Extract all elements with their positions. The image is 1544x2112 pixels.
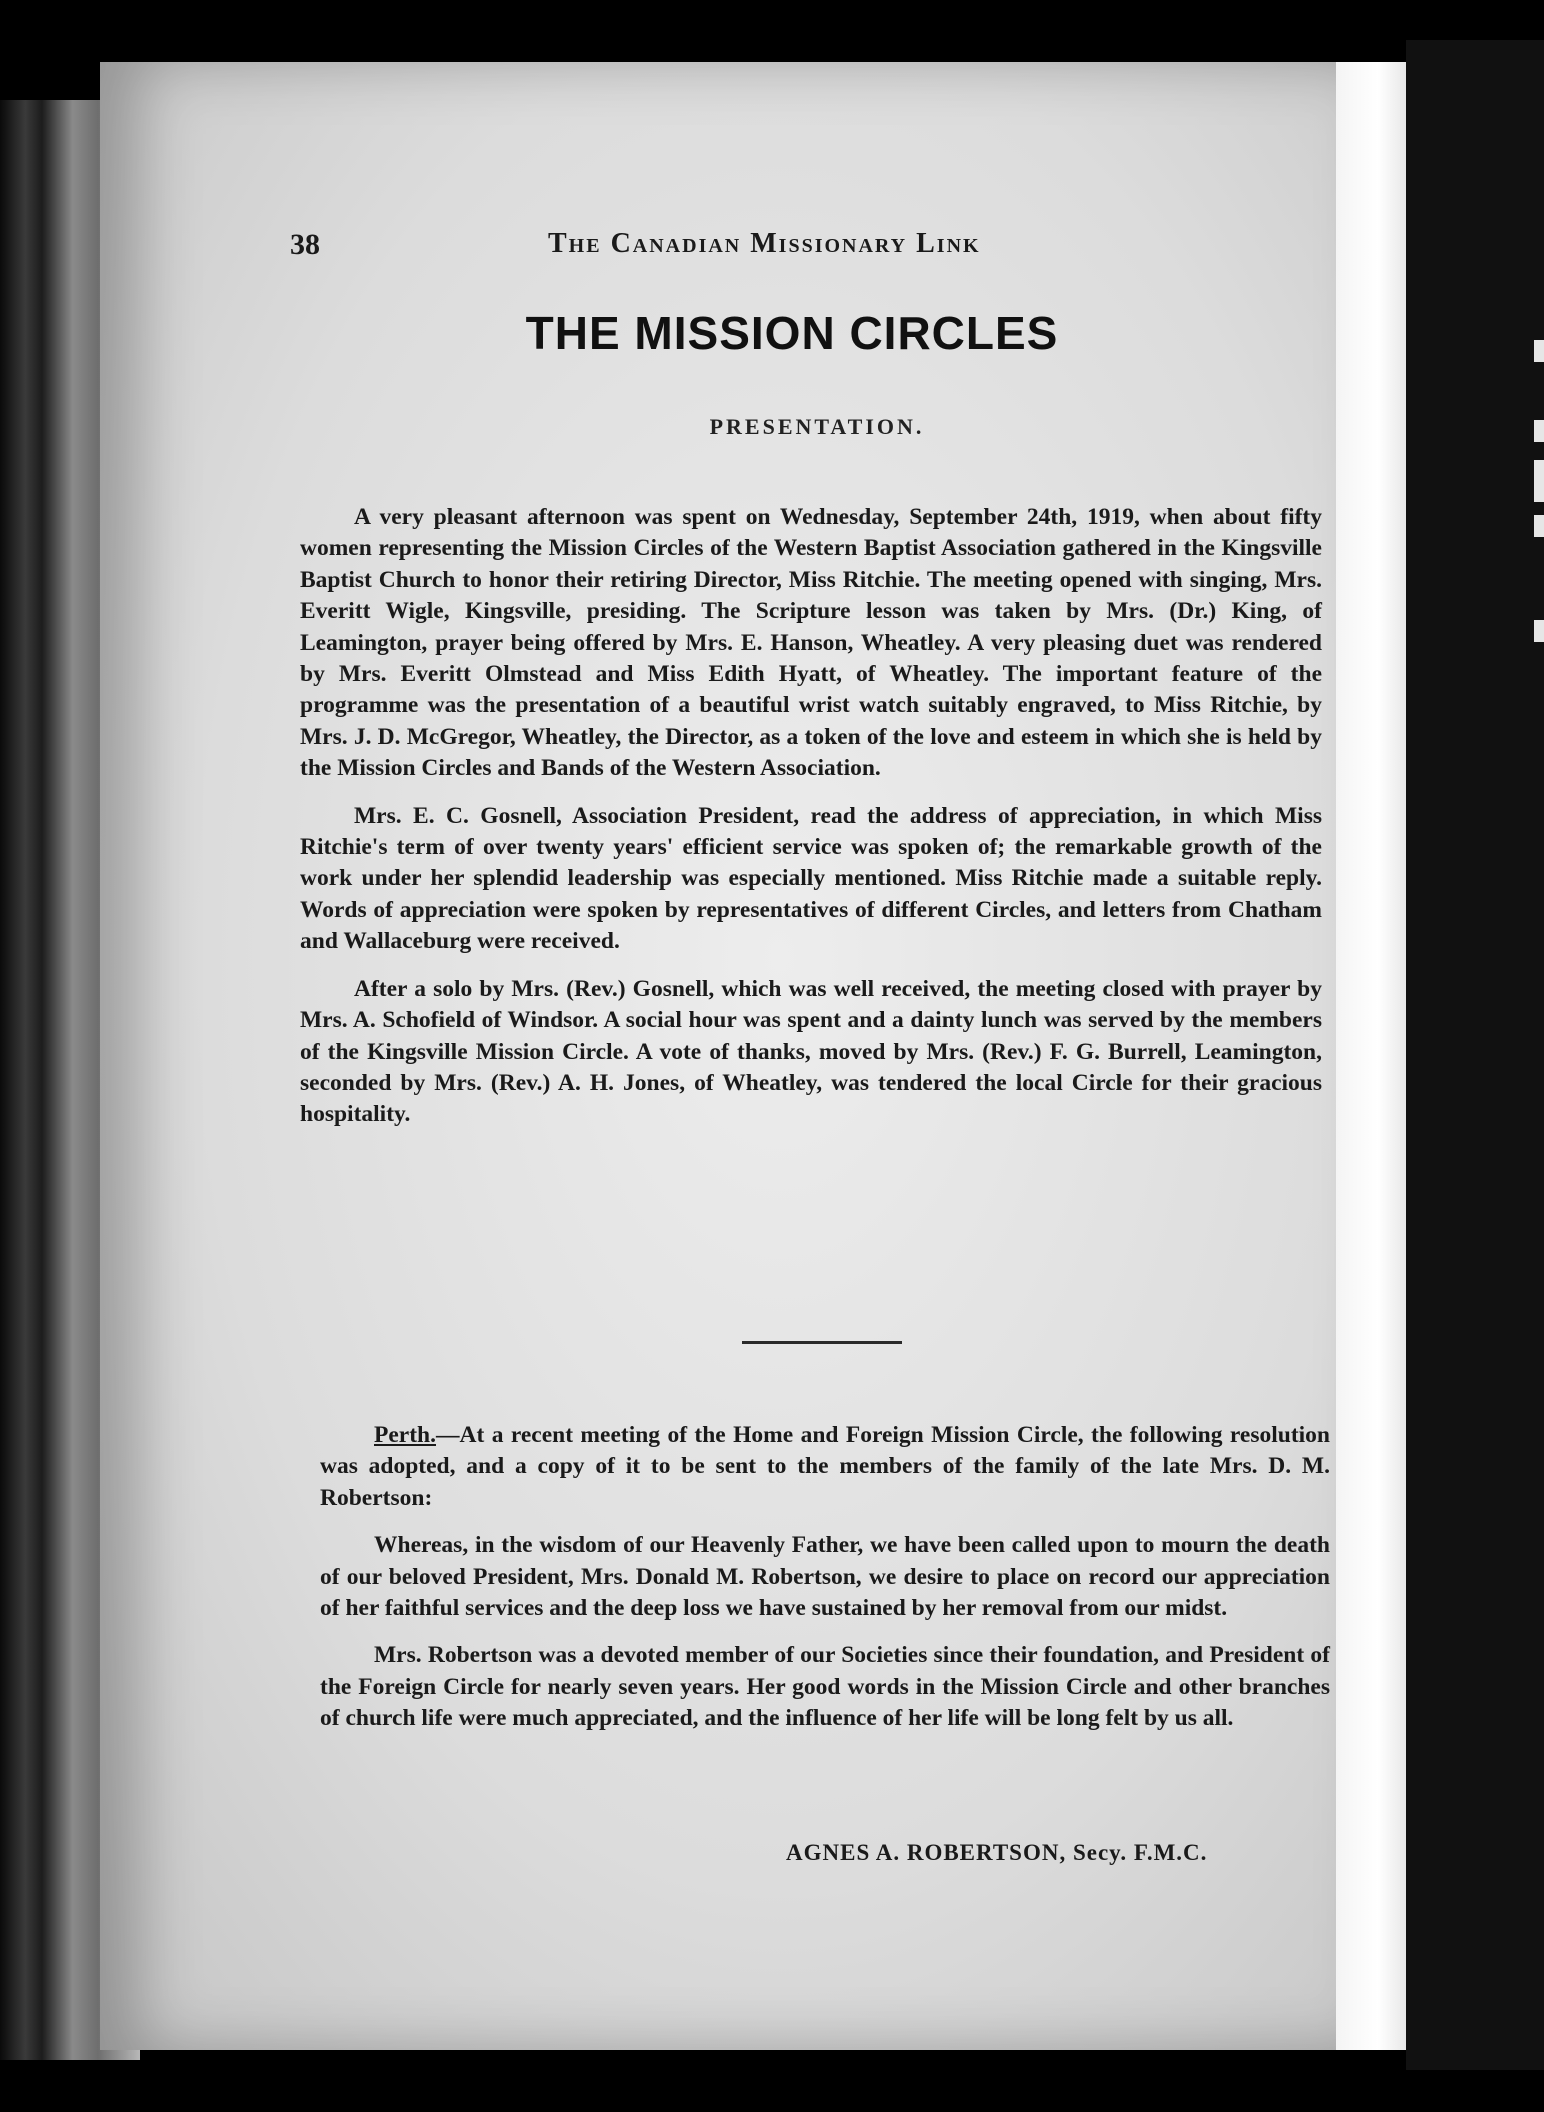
- paragraph: After a solo by Mrs. (Rev.) Gosnell, which was well received, the meeting closed with prayer by Mrs. A. Schofield of Windsor. A social hour was spent and a dainty lunch was served by the members of the Kingsville Mission Circle. A vote of thanks, moved by Mrs. (Rev.) F. G. Burrell, Leamington, seconded by Mrs. (Rev.) A. H. Jones, of Wheatley, was tendered the local Circle for their gracious hospitality.: [300, 975, 1322, 1128]
- signature: AGNES A. ROBERTSON, Secy. F.M.C.: [786, 1840, 1208, 1865]
- perth-intro: —At a recent meeting of the Home and Foreign Mission Circle, the following resolution was adopted, and a copy of it to be sent to the members of the family of the late Mrs. D. M. Robertson:: [320, 1422, 1330, 1511]
- page-gutter: [1336, 62, 1406, 2050]
- page-number: 38: [290, 228, 320, 261]
- paragraph: Whereas, in the wisdom of our Heavenly Father, we have been called upon to mourn the death of our beloved President, Mrs. Donald M. Robertson, we desire to place on record our appreciation of her faithful services and the deep loss we have sustained by her removal from our midst.: [320, 1532, 1330, 1622]
- paragraph: A very pleasant afternoon was spent on Wednesday, September 24th, 1919, when about fifty women representing the Mission Circles of the Western Baptist Association gathered in the Kingsville Baptist Church to honor their retiring Director, Miss Ritchie. The meeting opened with singing, Mrs. Everitt Wigle, Kingsville, presiding. The Scripture lesson was taken by Mrs. (Dr.) King, of Leamington, prayer being offered by Mrs. E. Hanson, Wheatley. A very pleasing duet was rendered by Mrs. Everitt Olmstead and Miss Edith Hyatt, of Wheatley. The important feature of the programme was the presentation of a beautiful wrist watch suitably engraved, to Miss Ritchie, by Mrs. J. D. McGregor, Wheatley, the Director, as a token of the love and esteem in which she is held by the Mission Circles and Bands of the Western Association.: [300, 504, 1322, 782]
- presentation-article: [300, 502, 1322, 1147]
- paragraph: [320, 1420, 1330, 1514]
- journal-title: The Canadian Missionary Link: [548, 228, 981, 259]
- section-divider: [742, 1341, 902, 1344]
- subhead: PRESENTATION.: [709, 414, 925, 439]
- section-title: THE MISSION CIRCLES: [525, 307, 1059, 359]
- perth-notice: [320, 1420, 1330, 1751]
- paragraph: Mrs. E. C. Gosnell, Association President, read the address of appreciation, in which Miss Ritchie's term of over twenty years' efficient service was spoken of; the remarkable growth of the work under her splendid leadership was especially mentioned. Miss Ritchie made a suitable reply. Words of appreciation were spoken by representatives of different Circles, and letters from Chatham and Wallaceburg were received.: [300, 802, 1322, 955]
- perth-lead: Perth.: [374, 1422, 436, 1448]
- running-head: [188, 228, 1288, 268]
- paragraph: Mrs. Robertson was a devoted member of our Societies since their foundation, and President of the Foreign Circle for nearly seven years. Her good words in the Mission Circle and other branches of church life were much appreciated, and the influence of her life will be long felt by us all.: [320, 1642, 1330, 1732]
